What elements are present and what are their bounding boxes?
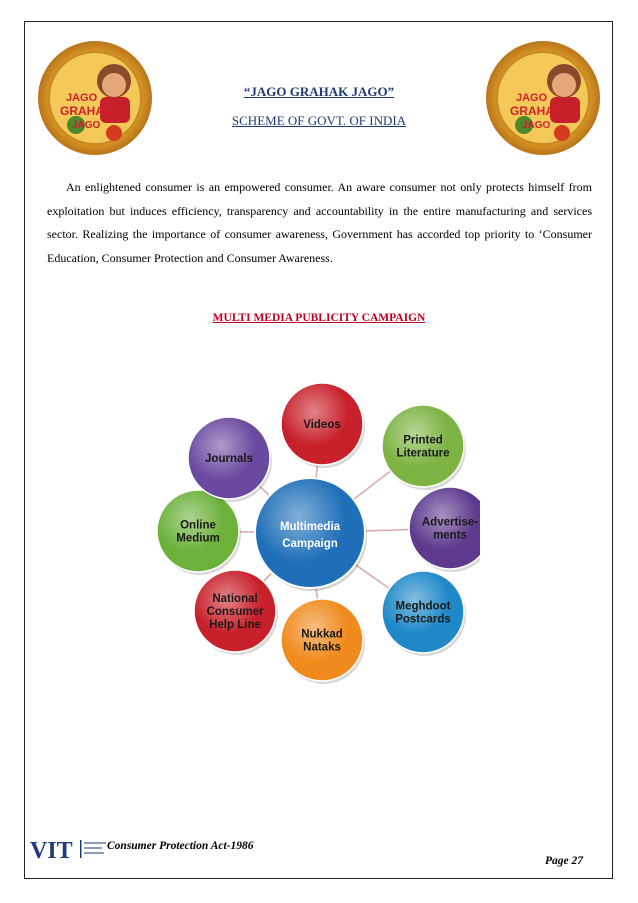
svg-text:JAGO: JAGO xyxy=(516,92,548,104)
footer-title: Consumer Protection Act-1986 xyxy=(107,840,254,852)
campaign-node xyxy=(194,570,278,655)
campaign-node xyxy=(382,405,466,490)
center-node xyxy=(255,478,367,591)
node-label: Consumer xyxy=(206,606,264,618)
svg-text:GRAHAK: GRAHAK xyxy=(60,104,113,118)
node-label: Printed xyxy=(403,434,443,447)
node-label: ments xyxy=(433,529,467,542)
node-label: Meghdoot xyxy=(395,600,451,613)
node-label: Help Line xyxy=(209,619,261,631)
campaign-node xyxy=(409,487,480,572)
center-label: Campaign xyxy=(282,538,338,550)
campaign-node xyxy=(188,417,272,502)
svg-text:JAGO: JAGO xyxy=(522,120,551,131)
node-label: Videos xyxy=(303,419,341,431)
vit-logo xyxy=(30,836,110,862)
node-label: Nataks xyxy=(303,641,341,654)
node-label: Advertise- xyxy=(421,516,479,529)
multimedia-campaign-diagram xyxy=(140,378,480,688)
node-label: Online xyxy=(180,519,216,532)
page-title: “JAGO GRAHAK JAGO” xyxy=(243,84,395,99)
node-label: National xyxy=(212,593,258,605)
node-label: Literature xyxy=(396,447,450,460)
page-subtitle: SCHEME OF GOVT. OF INDIA xyxy=(231,113,407,128)
campaign-node xyxy=(382,571,466,656)
svg-text:VIT: VIT xyxy=(30,838,73,862)
campaign-node xyxy=(157,490,241,575)
intro-paragraph: An enlightened consumer is an empowered consumer. An aware consumer not only protects himself from exploitation but induces efficiency, transparency and accountability in the entire manufacturing and services sector. Realizing the importance of consumer awareness, Government has accorded top priority to ‘Consumer Education, Consumer Protection and Consumer Awareness. xyxy=(47,180,592,265)
center-label: Multimedia xyxy=(279,521,341,533)
node-label: Nukkad xyxy=(301,628,343,641)
campaign-node xyxy=(281,599,365,684)
campaign-node xyxy=(281,383,365,468)
page-number: Page 27 xyxy=(545,855,584,867)
section-heading: MULTI MEDIA PUBLICITY CAMPAIGN xyxy=(212,312,426,324)
svg-text:GRAHAK: GRAHAK xyxy=(510,104,563,118)
node-label: Medium xyxy=(176,532,220,545)
svg-text:JAGO: JAGO xyxy=(66,92,98,104)
svg-text:JAGO: JAGO xyxy=(72,120,101,131)
node-label: Journals xyxy=(205,453,253,465)
node-label: Postcards xyxy=(395,613,451,626)
